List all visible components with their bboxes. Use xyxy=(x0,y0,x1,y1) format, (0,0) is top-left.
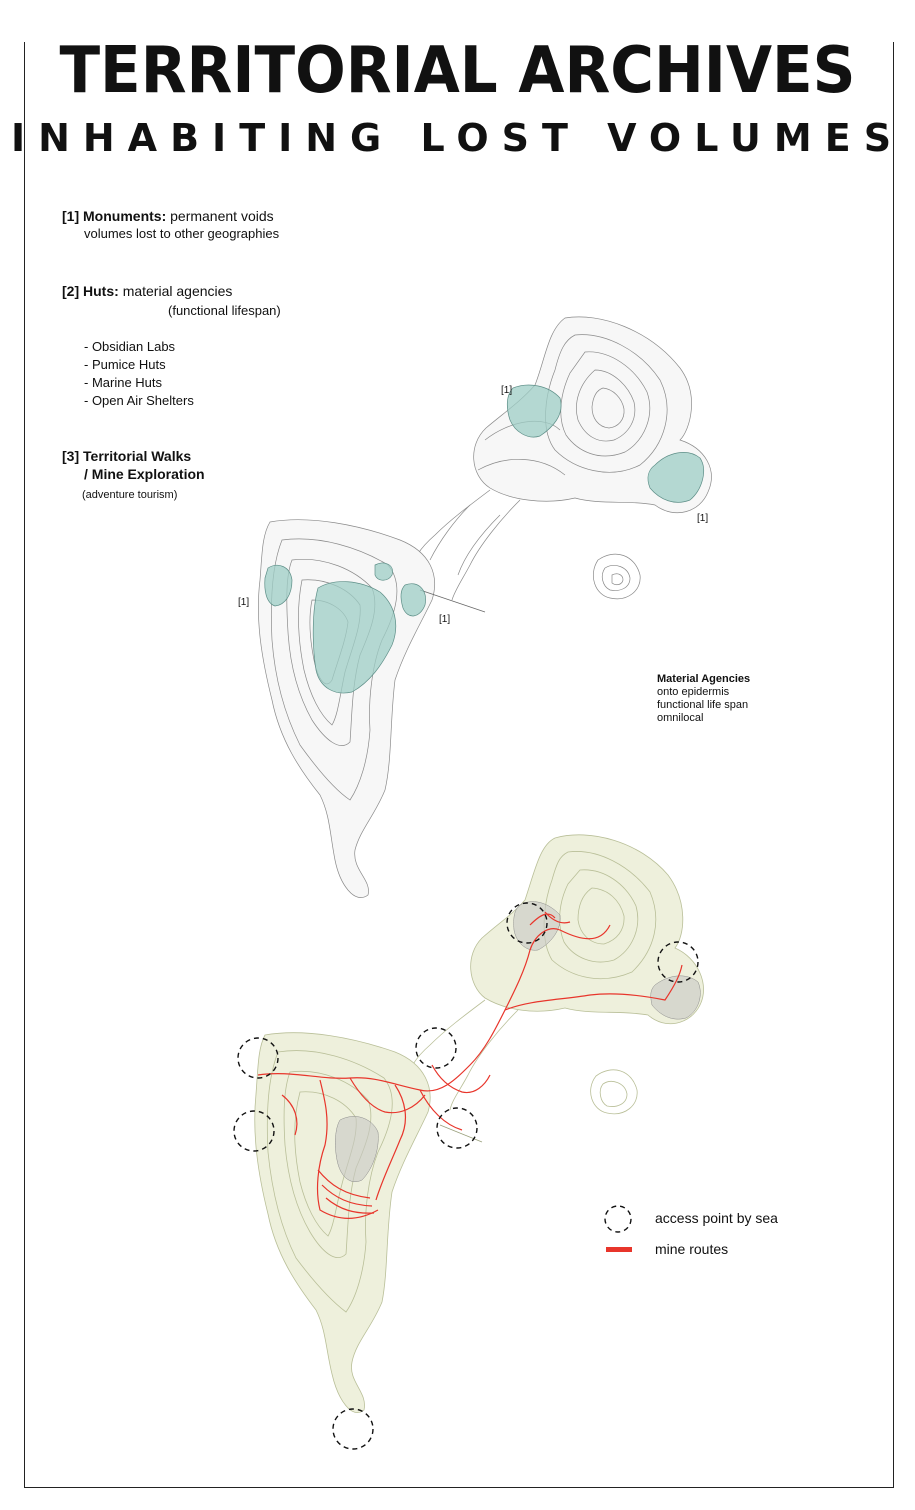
legend-num-2: [2] xyxy=(62,283,80,299)
legend-label-walks: Territorial Walks xyxy=(83,448,192,464)
legend-desc-monuments: volumes lost to other geographies xyxy=(84,226,280,241)
material-agencies-line: onto epidermis xyxy=(657,686,730,698)
marker-label-3: [1] xyxy=(238,597,250,608)
bottom-island-map xyxy=(255,835,704,1413)
key-routes-label: mine routes xyxy=(655,1241,729,1257)
material-agencies-heading: Material Agencies xyxy=(657,673,751,685)
hut-item-obsidian: - Obsidian Labs xyxy=(84,339,176,354)
legend-desc-walks: (adventure tourism) xyxy=(82,489,178,501)
legend-desc-huts: (functional lifespan) xyxy=(168,303,281,318)
access-point-marker xyxy=(416,1028,456,1068)
legend-num-3: [3] xyxy=(62,448,80,464)
access-point-marker xyxy=(333,1409,373,1449)
key-access-label: access point by sea xyxy=(655,1210,778,1226)
marker-label-4: [1] xyxy=(439,614,451,625)
hut-item-pumice: - Pumice Huts xyxy=(84,357,166,372)
mine-route-key-swatch xyxy=(606,1247,632,1252)
legend-label-monuments: Monuments: xyxy=(83,208,167,224)
subtitle: INHABITING LOST VOLUMES xyxy=(10,116,905,160)
legend-text-monuments: permanent voids xyxy=(170,208,274,224)
material-agencies-line: functional life span xyxy=(657,699,749,711)
legend-label-mine: / Mine Exploration xyxy=(84,466,205,482)
hut-item-open-air: - Open Air Shelters xyxy=(84,393,194,408)
legend-text-huts: material agencies xyxy=(122,283,233,299)
material-agencies-line: omnilocal xyxy=(657,712,704,724)
access-point-key-icon xyxy=(605,1206,631,1232)
marker-label-2: [1] xyxy=(697,513,709,524)
legend-num-1: [1] xyxy=(62,208,80,224)
marker-label-1: [1] xyxy=(501,385,513,396)
main-title: TERRITORIAL ARCHIVES xyxy=(59,34,856,108)
legend-label-huts: Huts: xyxy=(83,283,119,299)
hut-item-marine: - Marine Huts xyxy=(84,375,163,390)
map-key xyxy=(605,1206,632,1252)
